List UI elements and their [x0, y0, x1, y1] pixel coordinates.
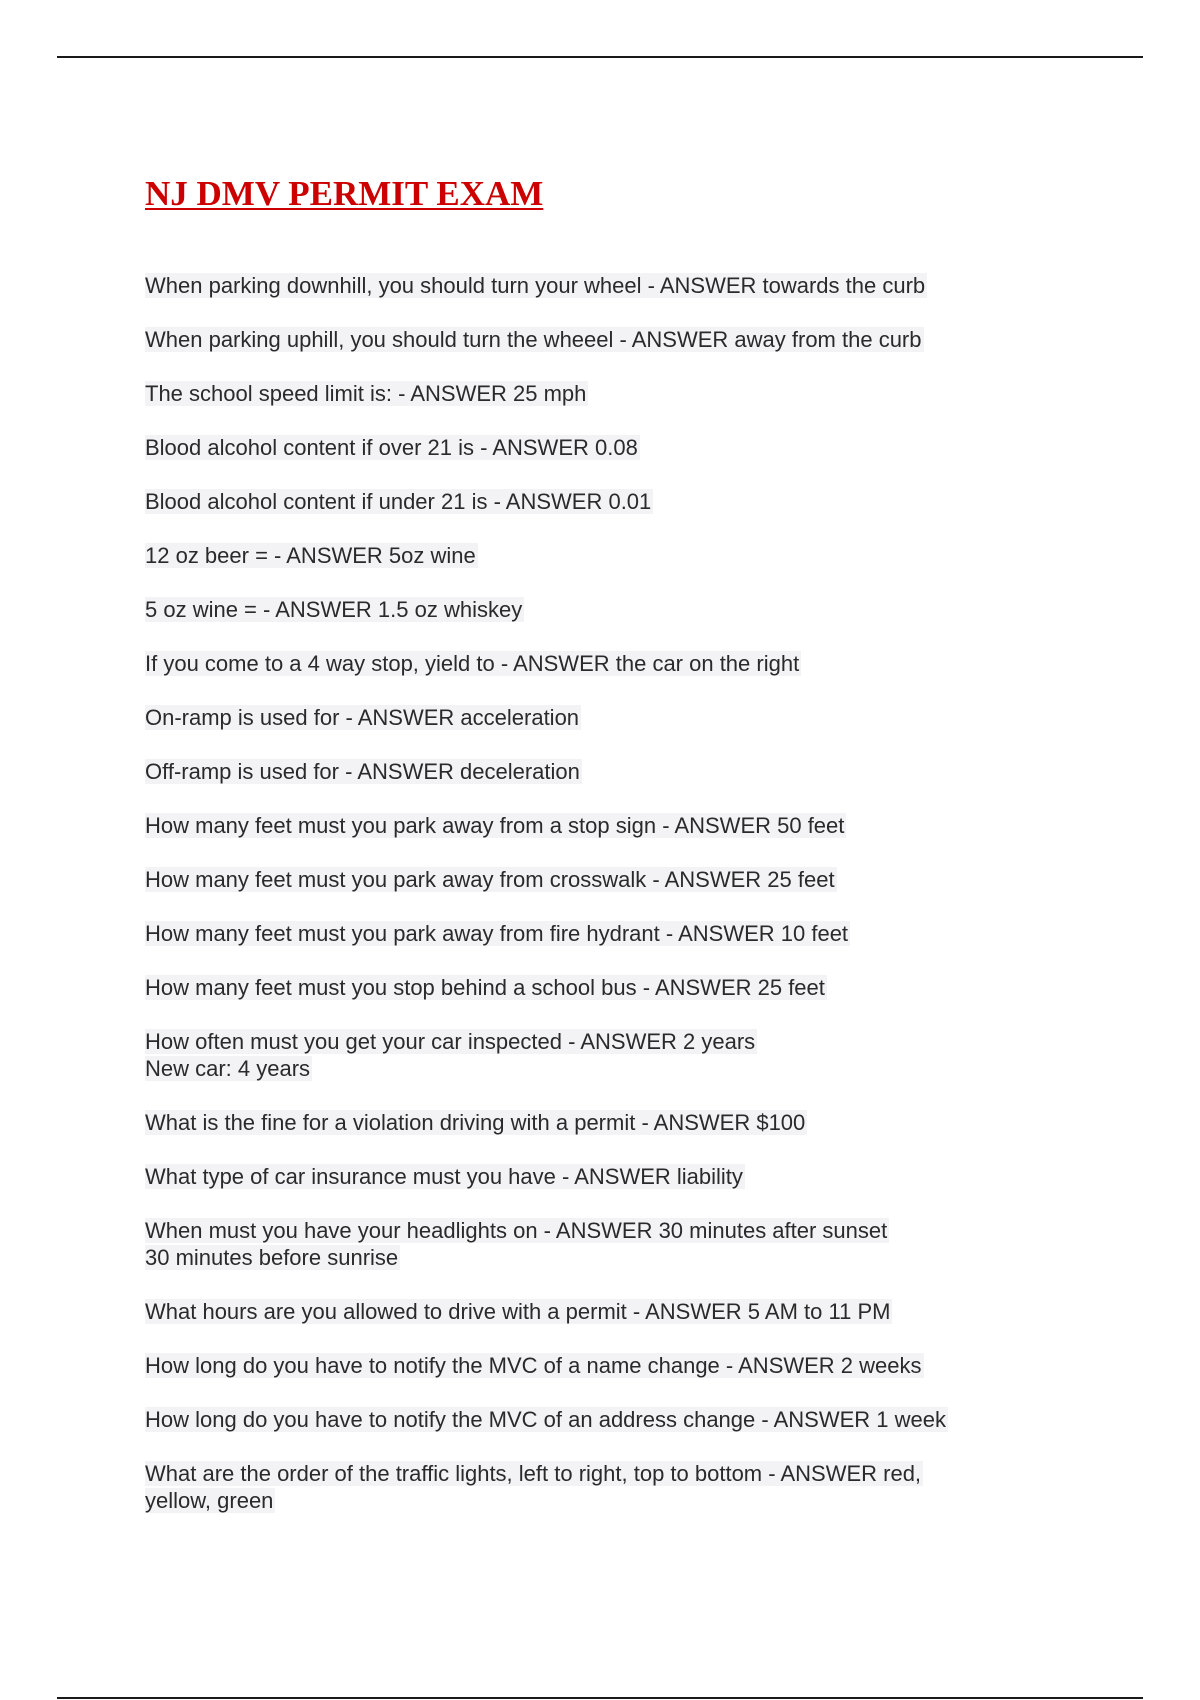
qa-line [145, 1109, 1045, 1136]
qa-text: How long do you have to notify the MVC of an address change - ANSWER 1 week [145, 1407, 946, 1432]
qa-line [145, 1244, 1045, 1271]
qa-line [145, 1163, 1045, 1190]
qa-text: 30 minutes before sunrise [145, 1245, 399, 1270]
qa-text: What is the fine for a violation driving with a permit - ANSWER $100 [145, 1110, 806, 1135]
document-title: NJ DMV PERMIT EXAM [145, 174, 544, 213]
qa-line [145, 434, 1045, 461]
qa-item [145, 1298, 1045, 1325]
qa-line [145, 1217, 1045, 1244]
qa-item [145, 326, 1045, 353]
qa-text: When parking uphill, you should turn the wheeel - ANSWER away from the curb [145, 327, 922, 352]
qa-text: Blood alcohol content if under 21 is - ANSWER 0.01 [145, 489, 652, 514]
qa-text: How many feet must you park away from crosswalk - ANSWER 25 feet [145, 867, 835, 892]
qa-line [145, 272, 1045, 299]
qa-line [145, 974, 1045, 1001]
qa-text: What are the order of the traffic lights, left to right, top to bottom - ANSWER red, [145, 1461, 922, 1486]
qa-line [145, 542, 1045, 569]
question-answer-list [145, 272, 1045, 1541]
qa-item [145, 1109, 1045, 1136]
qa-item [145, 812, 1045, 839]
qa-item [145, 758, 1045, 785]
qa-text: 12 oz beer = - ANSWER 5oz wine [145, 543, 476, 568]
qa-text: If you come to a 4 way stop, yield to - ANSWER the car on the right [145, 651, 800, 676]
qa-item [145, 650, 1045, 677]
qa-item [145, 380, 1045, 407]
qa-text: How long do you have to notify the MVC of a name change - ANSWER 2 weeks [145, 1353, 922, 1378]
qa-item [145, 434, 1045, 461]
qa-line [145, 758, 1045, 785]
qa-line [145, 650, 1045, 677]
qa-item [145, 866, 1045, 893]
qa-line [145, 866, 1045, 893]
qa-line [145, 1487, 1045, 1514]
qa-text: Off-ramp is used for - ANSWER deceleration [145, 759, 580, 784]
qa-text: yellow, green [145, 1488, 274, 1513]
qa-item [145, 704, 1045, 731]
qa-line [145, 920, 1045, 947]
qa-text: The school speed limit is: - ANSWER 25 mph [145, 381, 587, 406]
qa-line [145, 1298, 1045, 1325]
header-rule [57, 56, 1143, 58]
qa-item [145, 596, 1045, 623]
qa-text: What type of car insurance must you have - ANSWER liability [145, 1164, 743, 1189]
qa-text: New car: 4 years [145, 1056, 311, 1081]
qa-text: How many feet must you park away from fire hydrant - ANSWER 10 feet [145, 921, 849, 946]
qa-text: When parking downhill, you should turn your wheel - ANSWER towards the curb [145, 273, 926, 298]
qa-line [145, 596, 1045, 623]
qa-text: How many feet must you stop behind a school bus - ANSWER 25 feet [145, 975, 825, 1000]
qa-line [145, 1055, 1045, 1082]
qa-line [145, 1352, 1045, 1379]
qa-line [145, 1406, 1045, 1433]
qa-item [145, 488, 1045, 515]
qa-line [145, 812, 1045, 839]
qa-text: When must you have your headlights on - ANSWER 30 minutes after sunset [145, 1218, 888, 1243]
qa-line [145, 326, 1045, 353]
qa-item [145, 1406, 1045, 1433]
qa-item [145, 1352, 1045, 1379]
qa-line [145, 704, 1045, 731]
qa-item [145, 272, 1045, 299]
qa-item [145, 542, 1045, 569]
qa-line [145, 1460, 1045, 1487]
qa-item [145, 1028, 1045, 1082]
qa-text: Blood alcohol content if over 21 is - ANSWER 0.08 [145, 435, 638, 460]
qa-item [145, 1163, 1045, 1190]
qa-text: On-ramp is used for - ANSWER acceleration [145, 705, 580, 730]
qa-line [145, 380, 1045, 407]
qa-item [145, 920, 1045, 947]
qa-line [145, 1028, 1045, 1055]
qa-item [145, 1460, 1045, 1514]
qa-text: What hours are you allowed to drive with a permit - ANSWER 5 AM to 11 PM [145, 1299, 891, 1324]
qa-text: How often must you get your car inspected - ANSWER 2 years [145, 1029, 756, 1054]
qa-text: 5 oz wine = - ANSWER 1.5 oz whiskey [145, 597, 523, 622]
qa-item [145, 974, 1045, 1001]
qa-text: How many feet must you park away from a stop sign - ANSWER 50 feet [145, 813, 845, 838]
qa-item [145, 1217, 1045, 1271]
footer-rule [57, 1697, 1143, 1699]
qa-line [145, 488, 1045, 515]
